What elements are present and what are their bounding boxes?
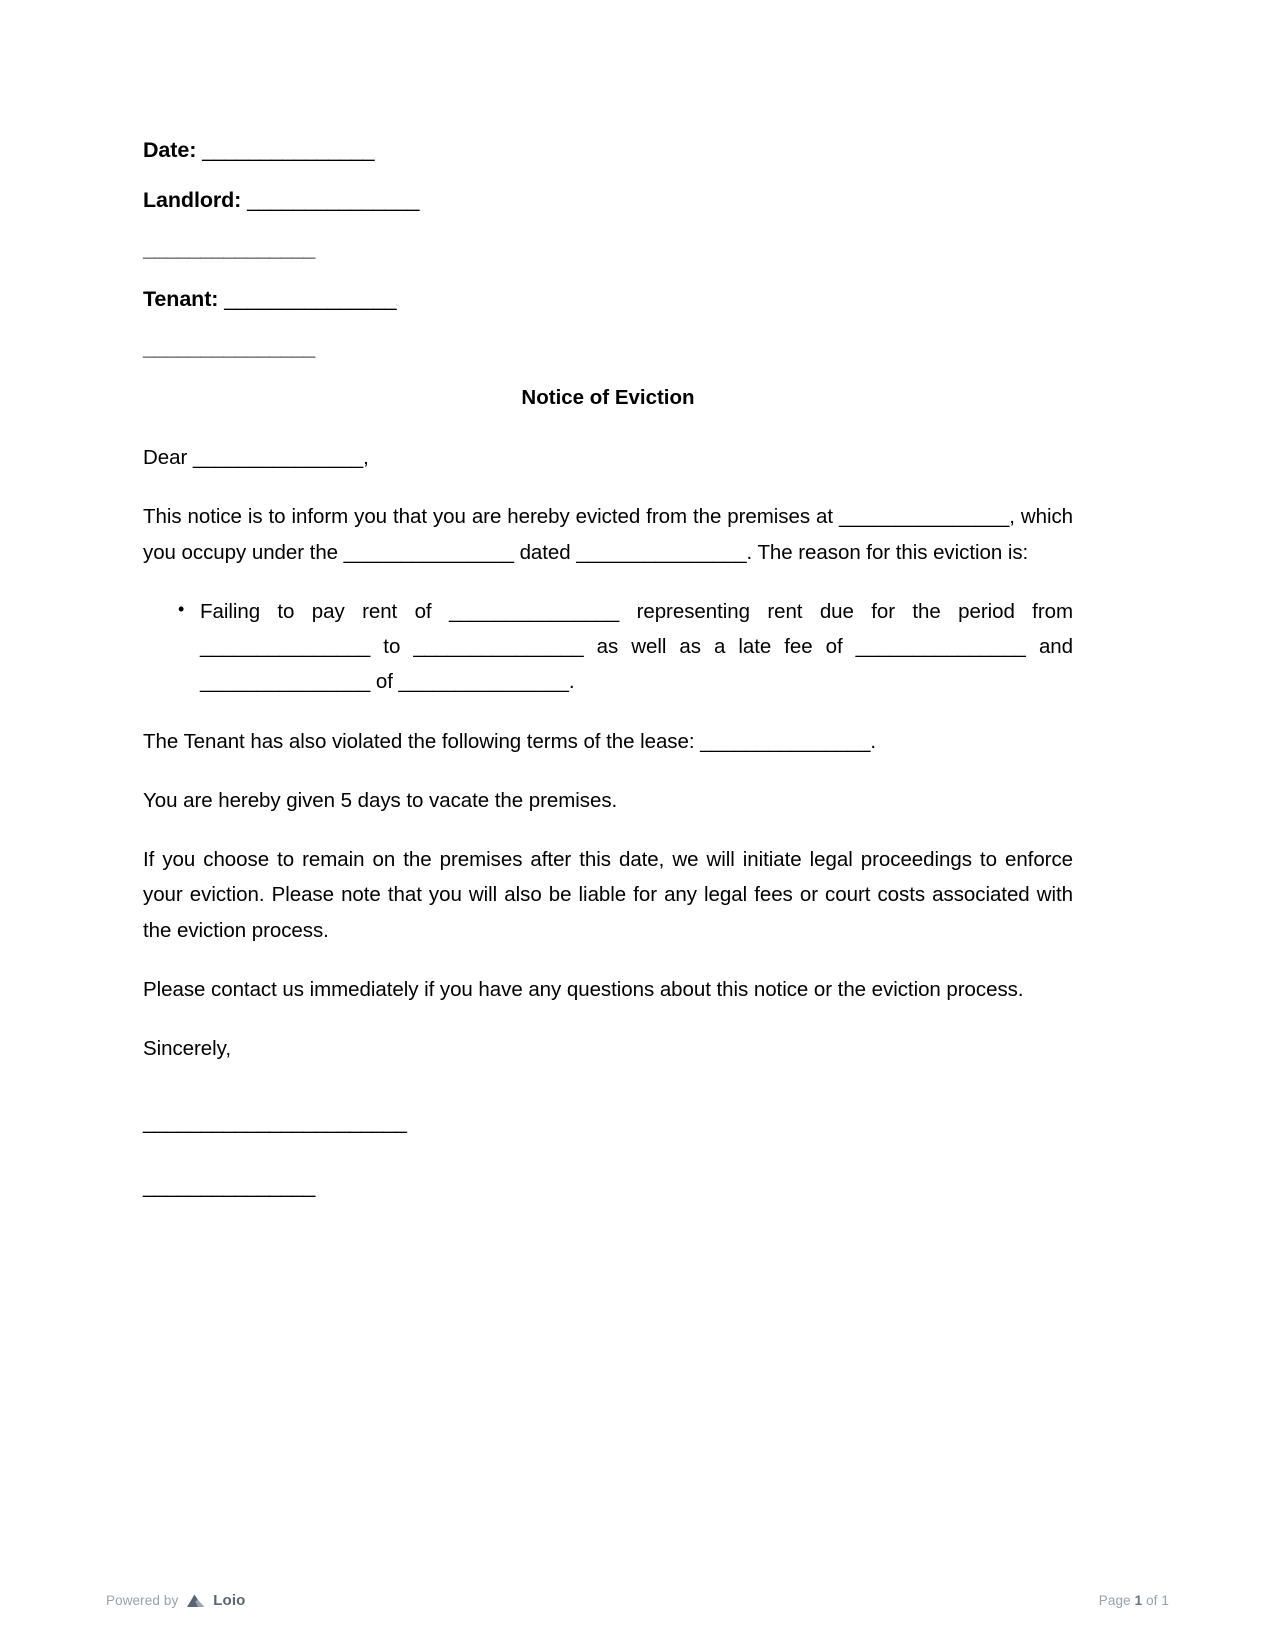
field-date-label: Date: [143, 138, 197, 162]
page-footer [0, 1588, 1275, 1612]
page-prefix: Page [1098, 1592, 1131, 1608]
field-tenant-label: Tenant: [143, 286, 219, 311]
field-tenant-blank-2: _______________ [143, 336, 315, 360]
signature-line: _______________________ [143, 1110, 407, 1135]
document-body [143, 140, 1073, 1197]
signature-name-line: _______________ [143, 1173, 315, 1198]
field-date [143, 140, 1073, 162]
salutation [143, 440, 1073, 475]
document-title: Notice of Eviction [521, 385, 695, 409]
field-tenant [143, 286, 1073, 311]
page-number [1099, 1593, 1169, 1608]
field-landlord-label: Landlord: [143, 187, 242, 212]
contact-paragraph: Please contact us immediately if you have any questions about this notice or the eviction process. [143, 977, 1024, 1001]
field-landlord-blank: _______________ [247, 187, 419, 212]
mountain-logo-icon [185, 1593, 206, 1608]
salutation-suffix: , [363, 446, 369, 470]
legal-proceedings-paragraph: If you choose to remain on the premises after this date, we will initiate legal proceedings to enforce your eviction. Please note that you will also be liable for any legal fees or court costs associated with the eviction process. [143, 848, 1073, 942]
field-date-blank: _______________ [202, 138, 374, 162]
eviction-reasons-list [143, 594, 1073, 700]
brand-name: Loio [213, 1591, 246, 1609]
page-current: 1 [1134, 1592, 1143, 1608]
intro-paragraph: This notice is to inform you that you are hereby evicted from the premises at _______________, which you occupy under the _______________ dated _______________. The reason for this eviction is: [143, 505, 1073, 564]
lease-violation-paragraph: The Tenant has also violated the following terms of the lease: _______________. [143, 729, 877, 753]
field-landlord-blank-2: _______________ [143, 237, 315, 261]
vacate-notice-paragraph: You are hereby given 5 days to vacate the premises. [143, 788, 618, 812]
powered-by-label: Powered by [106, 1592, 179, 1608]
powered-by-branding [106, 1592, 245, 1609]
salutation-prefix: Dear [143, 446, 193, 470]
page-total: 1 [1161, 1592, 1169, 1608]
field-tenant-blank: _______________ [224, 286, 397, 311]
salutation-blank: _______________ [192, 446, 364, 470]
list-item: • Failing to pay rent of _______________ representing rent due for the period from _______________ to _______________ as well as a late fee of _______________ and _______________ of _______________. [200, 594, 1073, 700]
closing-salutation: Sincerely, [143, 1037, 231, 1061]
page-middle: of [1146, 1592, 1158, 1608]
field-landlord [143, 187, 1073, 212]
